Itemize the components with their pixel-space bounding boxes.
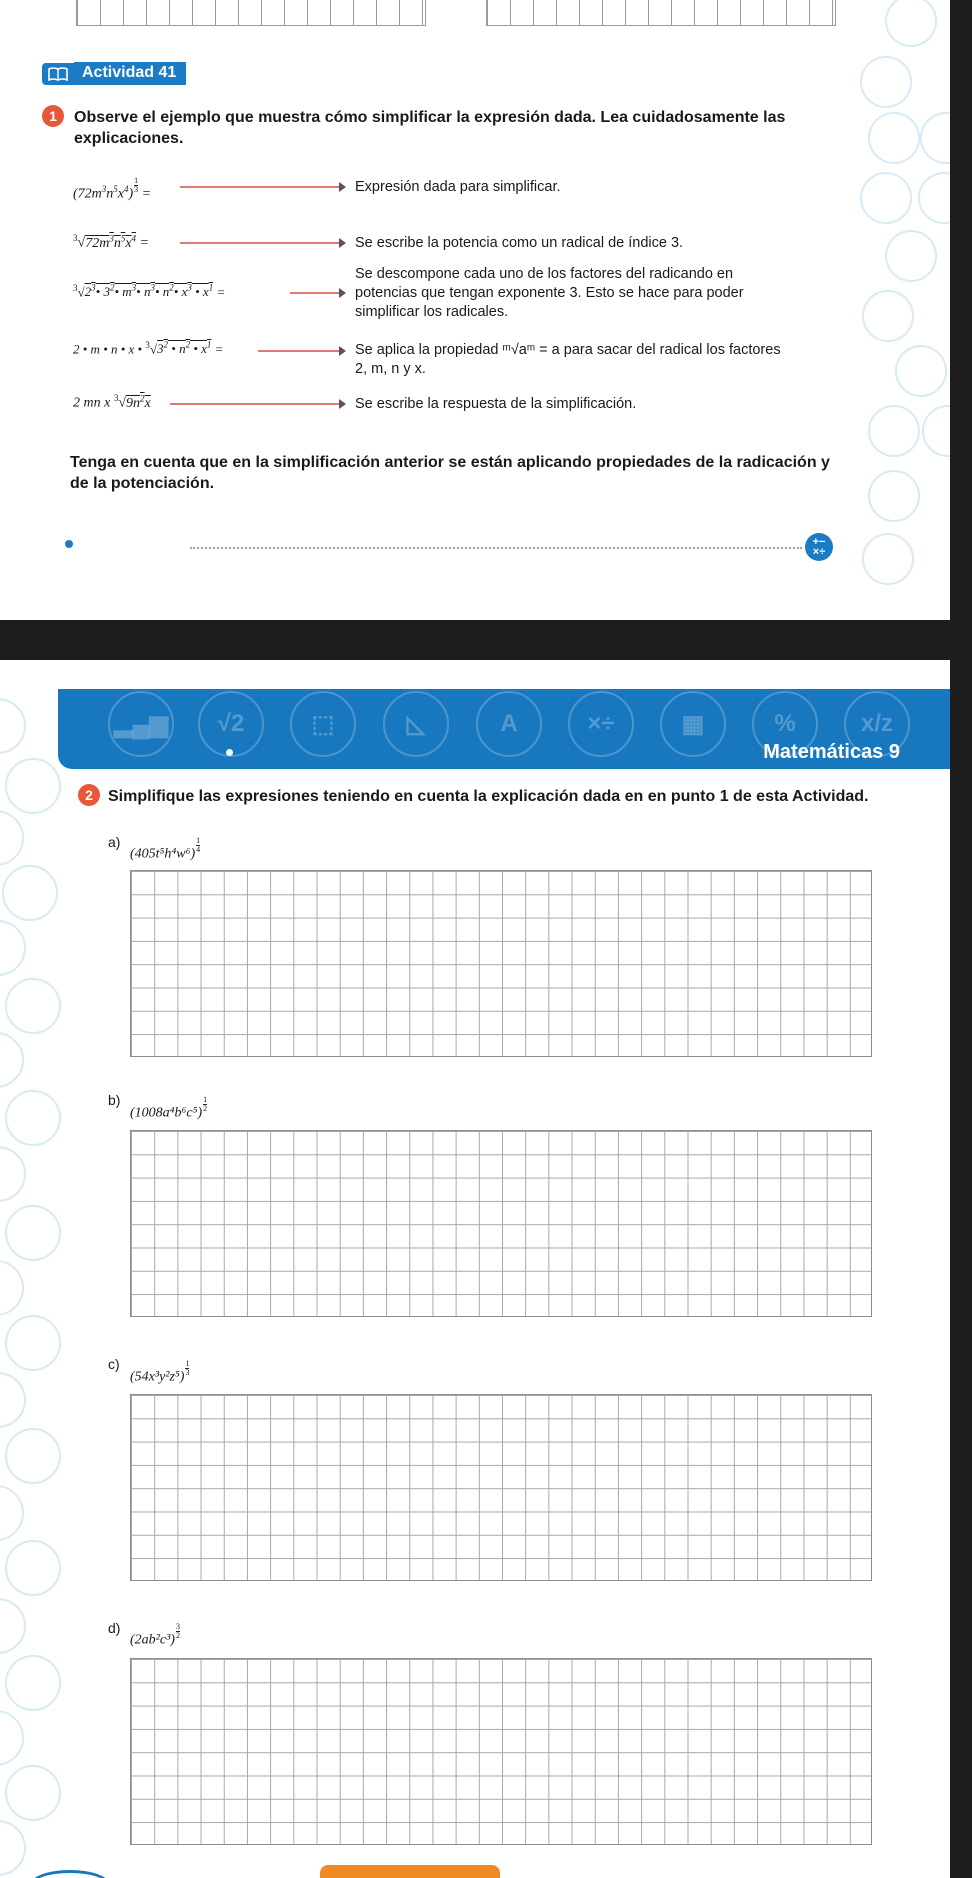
operations-icon: ×÷ (568, 691, 634, 757)
decorative-circle-icon (895, 345, 947, 397)
exercise-label: d) (108, 1620, 121, 1636)
subject-banner (58, 689, 950, 769)
step-arrow (180, 186, 340, 188)
decorative-circle-icon (0, 1598, 26, 1654)
triangle-icon: ◺ (383, 691, 449, 757)
decorative-strip (320, 1865, 500, 1878)
part1-note: Tenga en cuenta que en la simplificación anterior se están aplicando propiedades de la radicación y de la potenciación. (70, 454, 830, 492)
activity-title: Actividad 41 (74, 62, 186, 85)
answer-grid-c[interactable] (130, 1394, 872, 1581)
exercise-label: a) (108, 834, 121, 850)
exercise-expression: (405t⁵h⁴w⁶) $\frac{1}{4}$ (130, 836, 201, 862)
step-expression: $^3√72m^3n^5x^4$ = (73, 233, 149, 251)
exercise-label: c) (108, 1356, 120, 1372)
step-arrow (258, 350, 340, 352)
decorative-circle-icon (920, 112, 950, 164)
exercise-expression: (1008a⁴b⁶c⁵) $\frac{1}{2}$ (130, 1095, 208, 1121)
decorative-circle-icon (0, 1820, 26, 1876)
decorative-circle-icon (5, 1205, 61, 1261)
decorative-circle-icon (885, 230, 937, 282)
subject-title: Matemáticas 9 (763, 741, 900, 763)
step-explanation: Se escribe la respuesta de la simplificación. (355, 396, 637, 412)
book-icon (42, 63, 74, 85)
step-expression: 2 mn x $^3√9n^2x$ (73, 393, 151, 411)
cube-icon: ⬚ (290, 691, 356, 757)
answer-grid-top-right[interactable] (486, 0, 836, 26)
decorative-circle-icon (0, 698, 26, 754)
decorative-circle-icon (5, 1428, 61, 1484)
decorative-arc (30, 1870, 110, 1878)
step-expression: $^3√2^3•$ $3^2•$ $m^3•$ $n^3•$ $n^2•$ $x^3$ • $x^1$ = (73, 283, 226, 300)
letter-a-icon: A (476, 691, 542, 757)
step-expression: $(72m^3n^5x^4)$ $\frac{1}{3}$ = (73, 176, 152, 202)
decorative-circle-icon (5, 758, 61, 814)
exercise-label: b) (108, 1092, 121, 1108)
fraction-icon: x/z (844, 691, 910, 757)
viewer-scrollbar-area[interactable] (950, 0, 972, 1878)
decorative-circle-icon (0, 1146, 26, 1202)
decorative-circle-icon (5, 1315, 61, 1371)
exercise-expression: (54x³y²z⁵) $\frac{1}{3}$ (130, 1359, 190, 1385)
decorative-circle-icon (5, 1090, 61, 1146)
decorative-circle-icon (862, 290, 914, 342)
step-explanation: Se aplica la propiedad ᵐ√aᵐ = a para sacar del radical los factores 2, m, n y x. (355, 342, 781, 377)
step-number-badge: 2 (78, 784, 100, 806)
decorative-circle-icon (0, 1485, 24, 1541)
step-arrow (290, 292, 340, 294)
bullet-dot (65, 540, 73, 548)
decorative-circle-icon (868, 405, 920, 457)
answer-grid-d[interactable] (130, 1658, 872, 1845)
activity-tag (42, 62, 186, 85)
part1-instruction: Observe el ejemplo que muestra cómo simplificar la expresión dada. Lea cuidadosamente las explicaciones. (74, 109, 786, 147)
step-arrow (180, 242, 340, 244)
decorative-circle-icon (860, 56, 912, 108)
operations-icon: +− ×÷ (805, 533, 833, 561)
part2-instruction: Simplifique las expresiones teniendo en cuenta la explicación dada en en punto 1 de esta Actividad. (108, 788, 869, 805)
decorative-circle-icon (868, 112, 920, 164)
exercise-expression: (2ab²c³) $\frac{3}{2}$ (130, 1622, 180, 1648)
answer-grid-b[interactable] (130, 1130, 872, 1317)
step-explanation: Expresión dada para simplificar. (355, 179, 561, 195)
decorative-circle-icon (0, 1372, 26, 1428)
step-explanation: Se escribe la potencia como un radical de índice 3. (355, 235, 684, 251)
decorative-circle-icon (922, 405, 950, 457)
bullet-dot (226, 749, 233, 756)
decorative-circle-icon (5, 1765, 61, 1821)
decorative-circle-icon (0, 1260, 24, 1316)
decorative-circle-icon (918, 172, 950, 224)
step-expression: 2 • m • n • x • $^3√3^2$ • $n^2$ • $x^1$ = (73, 340, 224, 357)
worksheet-page-top (0, 0, 950, 620)
sqrt-icon: √2 (198, 691, 264, 757)
decorative-circle-icon (0, 920, 26, 976)
step-explanation: Se descompone cada uno de los factores del radicando en potencias que tengan exponente 3. Esto se hace para poder simplificar los radicales. (355, 266, 744, 320)
step-arrow (170, 403, 340, 405)
bar-chart-icon: ▂▄▆ (108, 691, 174, 757)
worksheet-page-bottom (0, 660, 950, 1878)
decorative-circle-icon (860, 172, 912, 224)
decorative-circle-icon (0, 810, 24, 866)
answer-grid-a[interactable] (130, 870, 872, 1057)
step-number-badge: 1 (42, 105, 64, 127)
decorative-circle-icon (885, 0, 937, 47)
decorative-circle-icon (0, 1032, 24, 1088)
decorative-circle-icon (862, 533, 914, 585)
decorative-circle-icon (868, 470, 920, 522)
decorative-circle-icon (5, 1540, 61, 1596)
answer-grid-top-left[interactable] (76, 0, 426, 26)
percent-icon: % (752, 691, 818, 757)
calculator-icon: ▦ (660, 691, 726, 757)
decorative-circle-icon (2, 865, 58, 921)
dotted-divider (190, 547, 802, 549)
decorative-circle-icon (0, 1710, 24, 1766)
decorative-circle-icon (5, 1655, 61, 1711)
page-gap (0, 620, 972, 660)
decorative-circle-icon (5, 978, 61, 1034)
